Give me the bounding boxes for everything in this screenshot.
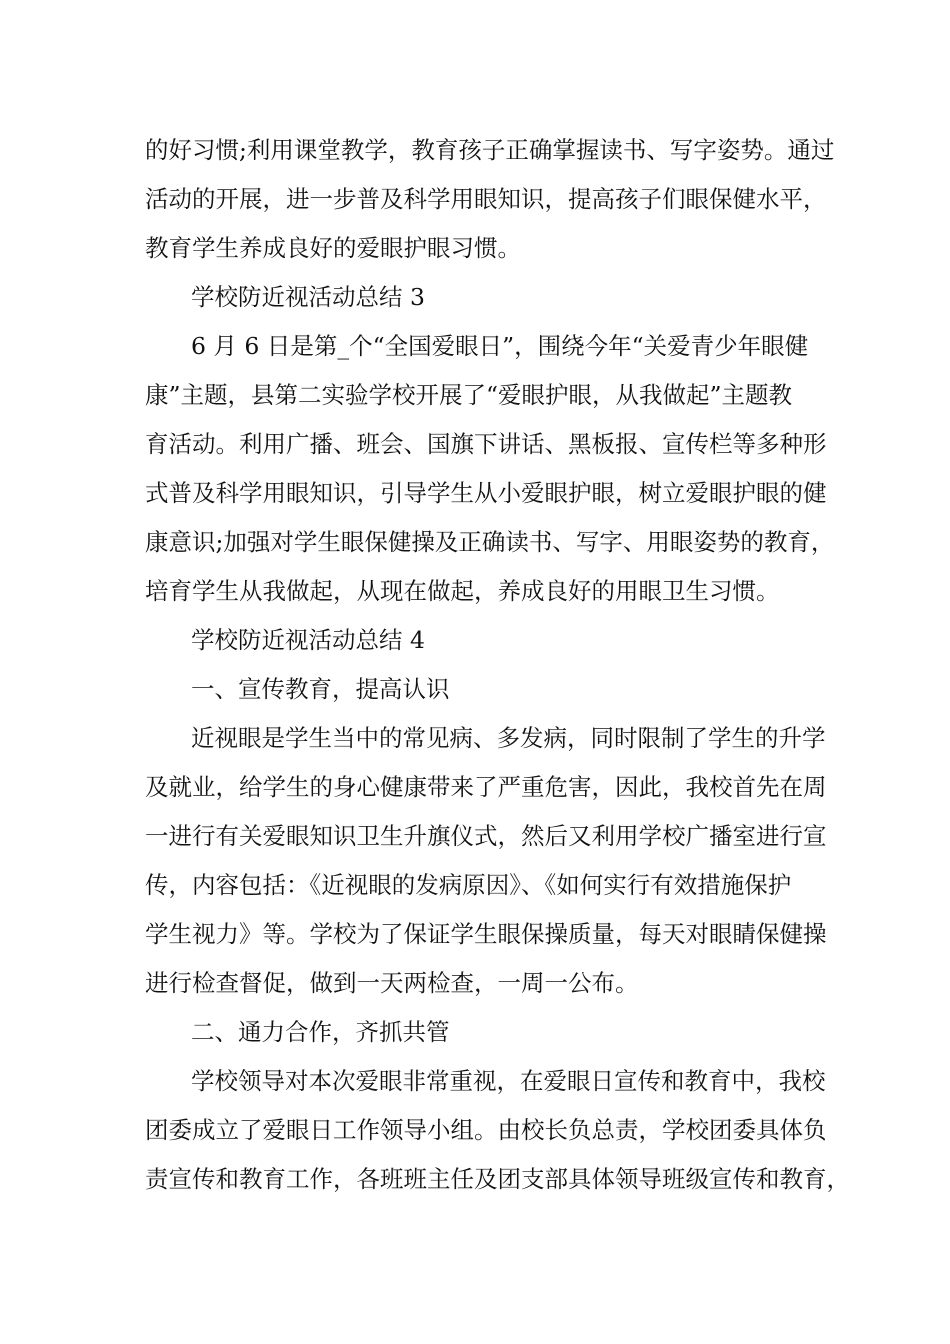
text-line: 团委成立了爱眼日工作领导小组。由校长负总责，学校团委具体负 xyxy=(145,1116,827,1144)
text-line: 学生视力》等。学校为了保证学生眼保操质量，每天对眼睛保健操 xyxy=(145,920,827,948)
text-line: 活动的开展，进一步普及科学用眼知识，提高孩子们眼保健水平， xyxy=(145,185,827,213)
section-heading-4: 学校防近视活动总结 4 xyxy=(191,626,425,654)
document-body xyxy=(145,126,850,1204)
text-line: 传，内容包括：《近视眼的发病原因》、《如何实行有效措施保护 xyxy=(145,871,792,899)
text-line: 培育学生从我做起，从现在做起，养成良好的用眼卫生习惯。 xyxy=(145,577,780,605)
text-line: 学校领导对本次爱眼非常重视，在爱眼日宣传和教育中，我校 xyxy=(191,1067,826,1095)
text-line: 近视眼是学生当中的常见病、多发病，同时限制了学生的升学 xyxy=(191,724,826,752)
subheading-2: 二、通力合作，齐抓共管 xyxy=(191,1018,450,1046)
text-line: 式普及科学用眼知识，引导学生从小爱眼护眼，树立爱眼护眼的健 xyxy=(145,479,827,507)
text-line: 的好习惯;利用课堂教学，教育孩子正确掌握读书、写字姿势。通过 xyxy=(145,136,835,164)
text-line: 教育学生养成良好的爱眼护眼习惯。 xyxy=(145,234,521,262)
text-line: 康意识;加强对学生眼保健操及正确读书、写字、用眼姿势的教育， xyxy=(145,528,835,556)
text-line: 6 月 6 日是第_个“全国爱眼日”，围绕今年“关爱青少年眼健 xyxy=(191,332,809,360)
text-line: 进行检查督促，做到一天两检查，一周一公布。 xyxy=(145,969,639,997)
text-line: 康”主题，县第二实验学校开展了“爱眼护眼，从我做起”主题教 xyxy=(145,381,793,409)
text-line: 责宣传和教育工作，各班班主任及团支部具体领导班级宣传和教育， xyxy=(145,1165,850,1193)
text-line: 育活动。利用广播、班会、国旗下讲话、黑板报、宣传栏等多种形 xyxy=(145,430,827,458)
subheading-1: 一、宣传教育，提高认识 xyxy=(191,675,450,703)
section-heading-3: 学校防近视活动总结 3 xyxy=(191,283,425,311)
text-line: 一进行有关爱眼知识卫生升旗仪式，然后又利用学校广播室进行宣 xyxy=(145,822,827,850)
text-line: 及就业，给学生的身心健康带来了严重危害，因此，我校首先在周 xyxy=(145,773,827,801)
